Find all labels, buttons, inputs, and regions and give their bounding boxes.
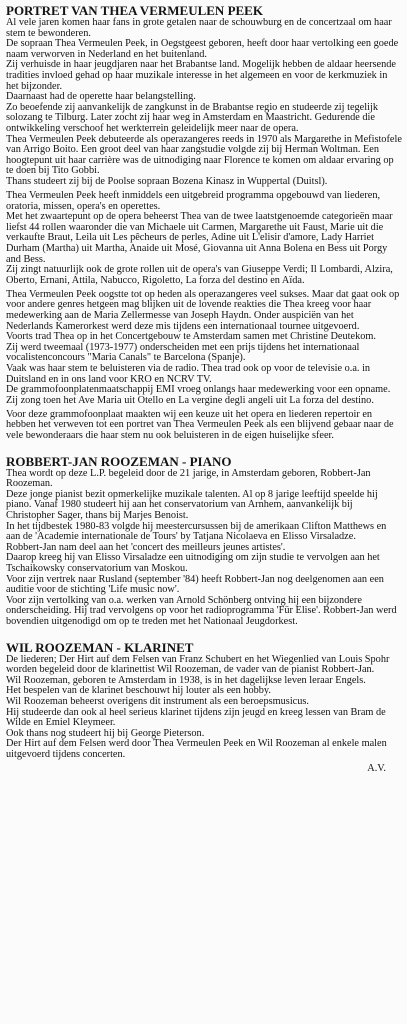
paragraph: Voorts trad Thea op in het Concertgebouw te Amsterdam samen met Christine Deutekom. — [6, 331, 376, 343]
section-title: WIL ROOZEMAN - KLARINET — [6, 639, 194, 655]
author-signature: A.V. — [367, 762, 386, 774]
paragraph: Thea Vermeulen Peek heeft inmiddels een uitgebreid programma opgebouwd van liederen, oratoria, missen, opera's en operettes. — [6, 190, 381, 212]
paragraph: Thea Vermeulen Peek oogstte tot op heden als operazangeres veel sukses. Maar dat gaat ook op voor andere genres hetgeen mag blijken uit de lovende reakties die Thea kreeg voor haar medewerking aan de Maria Zellermesse van Joseph Haydn. Onder auspiciën van het Nederlands Kamerorkest werd deze mis tijdens een internationaal tournee uitgevoerd. — [6, 288, 400, 332]
paragraph: De sopraan Thea Vermeulen Peek, in Oegstgeest geboren, heeft door haar vertolking een goede naam verworven in Nederland en het buitenland. — [6, 38, 399, 60]
paragraph: Daarop kreeg hij van Elisso Virsaladze een uitnodiging om zijn studie te vervolgen aan het Tschaikowsky conservatorium van Moskou. — [6, 552, 380, 574]
paragraph: Al vele jaren komen haar fans in grote getalen naar de schouwburg en de concertzaal om haar stem te bewonderen. — [6, 17, 392, 39]
paragraph: Vaak was haar stem te beluisteren via de radio. Thea trad ook op voor de televisie o.a. in Duitsland en in ons land voor KRO en NCRV TV. — [6, 363, 371, 385]
section-title: ROBBERT-JAN ROOZEMAN - PIANO — [6, 453, 232, 469]
paragraph: De liederen; Der Hirt auf dem Felsen van Franz Schubert en het Wiegenlied van Louis Spohr worden begeleid door de klarinettist Wil Roozeman, de vader van de pianist Robbert-Jan. — [6, 653, 390, 676]
paragraph: Zij werd tweemaal (1973-1977) onderscheiden met een prijs tijdens het internationaal vocalistenconcours "Maria Canals" te Barcelona (Spanje). — [6, 341, 360, 364]
paragraph: Thea Vermeulen Peek debuteerde als operazangeres reeds in 1970 als Margarethe in Mefistofele van Arrigo Boito. Een groot deel van haar zangstudie volgde zij bij Herman Woltman. Een hoogtepunt uit haar carrière was de uitnodiging naar Florence te komen om aldaar ervaring op te doen bij Tito Gobbi. — [6, 133, 402, 177]
paragraph: Wil Roozeman, geboren te Amsterdam in 1938, is in het dagelijkse leven leraar Engels. — [6, 674, 366, 686]
paragraph: Robbert-Jan nam deel aan het 'concert des meilleurs jeunes artistes'. — [6, 541, 286, 553]
paragraph: Thans studeert zij bij de Poolse sopraan Bozena Kinasz in Wuppertal (Duitsl). — [6, 175, 328, 187]
paragraph: Zij verhuisde in haar jeugdjaren naar het Brabantse land. Mogelijk hebben de aldaar heersende tradities invloed gehad op haar muzikale interesse in het algemeen en voor de kerkmuziek in het bijzonder. — [6, 59, 396, 92]
paragraph: Voor zijn vertrek naar Rusland (september '84) heeft Robbert-Jan nog deelgenomen aan een auditie voor de stichting 'Life music now'. — [6, 573, 384, 596]
paragraph: Zij zingt natuurlijk ook de grote rollen uit de opera's van Giuseppe Verdi; Il Lombardi, Alzira, Oberto, Ernani, Attila, Nabucco, Rigoletto, La forza del destino en Aïda. — [6, 264, 393, 286]
paragraph: De grammofoonplatenmaatschappij EMI vroeg onlangs haar medewerking voor een opname. Zij zong toen het Ave Maria uit Otello en La vergine degli angeli uit La forza del destino. — [6, 384, 391, 406]
section-robbert-jan-roozeman — [6, 454, 402, 628]
paragraph: Met het zwaartepunt op de opera beheerst Thea van de twee laatstgenoemde categorieën maar liefst 44 rollen waaronder die van Michaele uit Carmen, Margarethe uit Faust, Marie uit die verkaufte Braut, Leila uit Les pêcheurs de perles, Adine uit L'elisir d'amore, Lady Harriet Durham (Martha) uit Martha, Anaide uit Mosé, Giovanna uit Anna Bolena en Bess uit Porgy and Bess. — [6, 211, 393, 265]
paragraph: Voor zijn vertolking van o.a. werken van Arnold Schönberg ontving hij een bijzondere onderscheiding. Hij trad vervolgens op voor het radioprogramma 'Für Elise'. Robbert-Jan werd bovendien uitgenodigd om op te treden met het Nationaal Jeugdorkest. — [6, 594, 397, 627]
paragraph: Hij studeerde dan ook al heel serieus klarinet tijdens zijn jeugd en kreeg lessen van Bram de Wilde en Emiel Kleymeer. — [6, 706, 386, 729]
paragraph: Thea wordt op deze L.P. begeleid door de 21 jarige, in Amsterdam geboren, Robbert-Jan Roozeman. — [6, 467, 371, 490]
section-wil-roozeman — [6, 640, 402, 761]
paragraph: Ook thans nog studeert hij bij George Pieterson. — [6, 727, 205, 739]
paragraph: Zo beoefende zij aanvankelijk de zangkunst in de Brabantse regio en studeerde zij tegelijk solozang te Tilburg. Later zocht zij haar weg in Amsterdam en Maastricht. Gedurende die ontwikkeling verschoof het werkterrein geleidelijk meer naar de opera. — [6, 101, 378, 134]
section-thea-vermeulen-peek — [6, 3, 402, 442]
paragraph: Der Hirt auf dem Felsen werd door Thea Vermeulen Peek en Wil Roozeman al enkele malen uitgevoerd tijdens concerten. — [6, 738, 387, 760]
section-title: PORTRET VAN THEA VERMEULEN PEEK — [6, 3, 263, 18]
paragraph: Het bespelen van de klarinet beschouwt hij louter als een hobby. — [6, 685, 271, 697]
paragraph: Deze jonge pianist bezit opmerkelijke muzikale talenten. Al op 8 jarige leeftijd speelde hij piano. Vanaf 1980 studeert hij aan het conservatorium van Arnhem, aanvankelijk bij Christopher Sager, thans bij Marjes Benoist. — [6, 488, 378, 522]
paragraph: Voor deze grammofoonplaat maakten wij een keuze uit het opera en liederen repertoir en hebben het verweven tot een portret van Thea Vermeulen Peek als een blijvend gebaar naar de vele bewonderaars die haar stem nu ook beluisteren in de eigen huiselijke sfeer. — [6, 408, 394, 442]
paragraph: Wil Roozeman beheerst overigens dit instrument als een beroepsmusicus. — [6, 695, 309, 707]
paragraph: Daarnaast had de operette haar belangstelling. — [6, 91, 196, 103]
paragraph: In het tijdbestek 1980-83 volgde hij meestercursussen bij de amerikaan Clifton Matthews en aan de 'Academie internationale de Tours' by Tatjana Nicolaeva en Elisso Virsaladze. — [6, 520, 387, 543]
